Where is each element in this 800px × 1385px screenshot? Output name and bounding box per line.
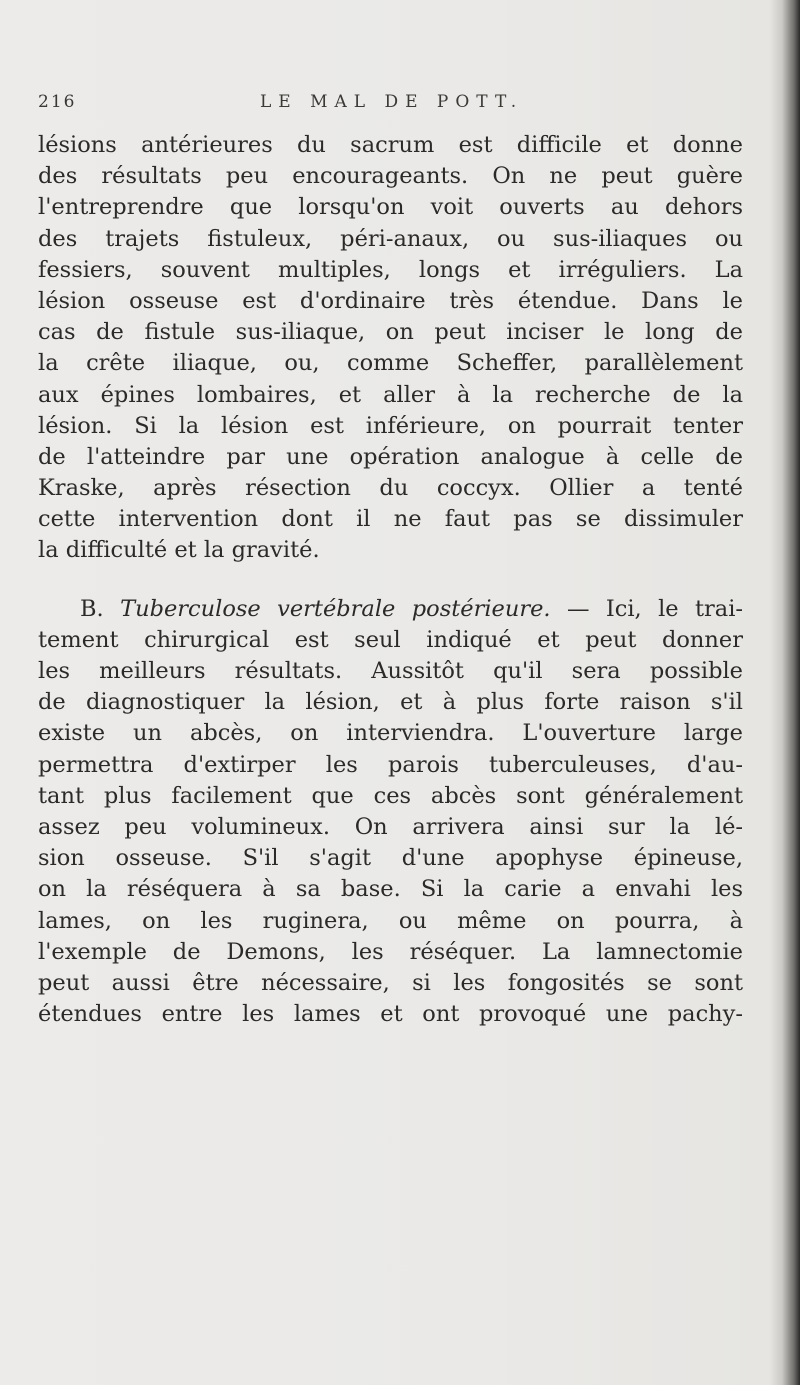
text-line: tant plus facilement que ces abcès sont généralement bbox=[38, 782, 743, 809]
text-line: étendues entre les lames et ont provoqué une pachy- bbox=[38, 1001, 743, 1028]
text-line: fessiers, souvent multiples, longs et irréguliers. La bbox=[38, 256, 743, 283]
text-line: tement chirurgical est seul indiqué et peut donner bbox=[38, 626, 743, 653]
section-label: B. bbox=[80, 595, 104, 622]
text-line: existe un abcès, on interviendra. L'ouverture large bbox=[38, 720, 743, 747]
text-line: lésions antérieures du sacrum est difficile et donne bbox=[38, 132, 743, 158]
text-line: sion osseuse. S'il s'agit d'une apophyse épineuse, bbox=[38, 845, 743, 872]
section-first-line-text: — Ici, le trai- bbox=[566, 595, 743, 622]
text-line: assez peu volumineux. On arrivera ainsi sur la lé- bbox=[38, 813, 743, 840]
text-line: lames, on les ruginera, ou même on pourra, à bbox=[38, 907, 743, 934]
text-line: la difficulté et la gravité. bbox=[38, 537, 320, 564]
section-first-line bbox=[38, 594, 743, 625]
text-line: lésion. Si la lésion est inférieure, on pourrait tenter bbox=[38, 412, 743, 439]
page-number: 216 bbox=[38, 92, 77, 112]
text-line: on la réséquera à sa base. Si la carie a envahi les bbox=[38, 876, 743, 903]
paragraph-1 bbox=[38, 130, 743, 567]
text-line: les meilleurs résultats. Aussitôt qu'il sera possible bbox=[38, 658, 743, 684]
page-edge-shadow bbox=[770, 0, 800, 1385]
paragraph-2 bbox=[38, 594, 743, 1031]
text-line: des trajets fistuleux, péri-anaux, ou sus-iliaques ou bbox=[38, 225, 743, 252]
text-line: peut aussi être nécessaire, si les fongosités se sont bbox=[38, 969, 743, 996]
text-line: aux épines lombaires, et aller à la recherche de la bbox=[38, 381, 743, 408]
text-line: la crête iliaque, ou, comme Scheffer, parallèlement bbox=[38, 350, 743, 377]
text-line: cette intervention dont il ne faut pas se dissimuler bbox=[38, 506, 743, 533]
text-line: de l'atteindre par une opération analogue à celle de bbox=[38, 443, 743, 470]
running-title: LE MAL DE POTT. bbox=[260, 92, 524, 112]
section-heading: Tuberculose vertébrale postérieure. bbox=[120, 595, 551, 622]
text-line: de diagnostiquer la lésion, et à plus forte raison s'il bbox=[38, 689, 743, 716]
running-head bbox=[38, 92, 738, 118]
body-text bbox=[38, 130, 743, 1030]
text-line: lésion osseuse est d'ordinaire très étendue. Dans le bbox=[38, 287, 743, 314]
text-line: l'entreprendre que lorsqu'on voit ouverts au dehors bbox=[38, 194, 743, 221]
text-line: des résultats peu encourageants. On ne peut guère bbox=[38, 163, 743, 190]
text-line: cas de fistule sus-iliaque, on peut inciser le long de bbox=[38, 319, 743, 346]
text-line: l'exemple de Demons, les réséquer. La lamnectomie bbox=[38, 938, 743, 965]
text-line: Kraske, après résection du coccyx. Ollier a tenté bbox=[38, 475, 743, 502]
text-line: permettra d'extirper les parois tuberculeuses, d'au- bbox=[38, 751, 743, 778]
paragraph-gap bbox=[38, 567, 743, 594]
